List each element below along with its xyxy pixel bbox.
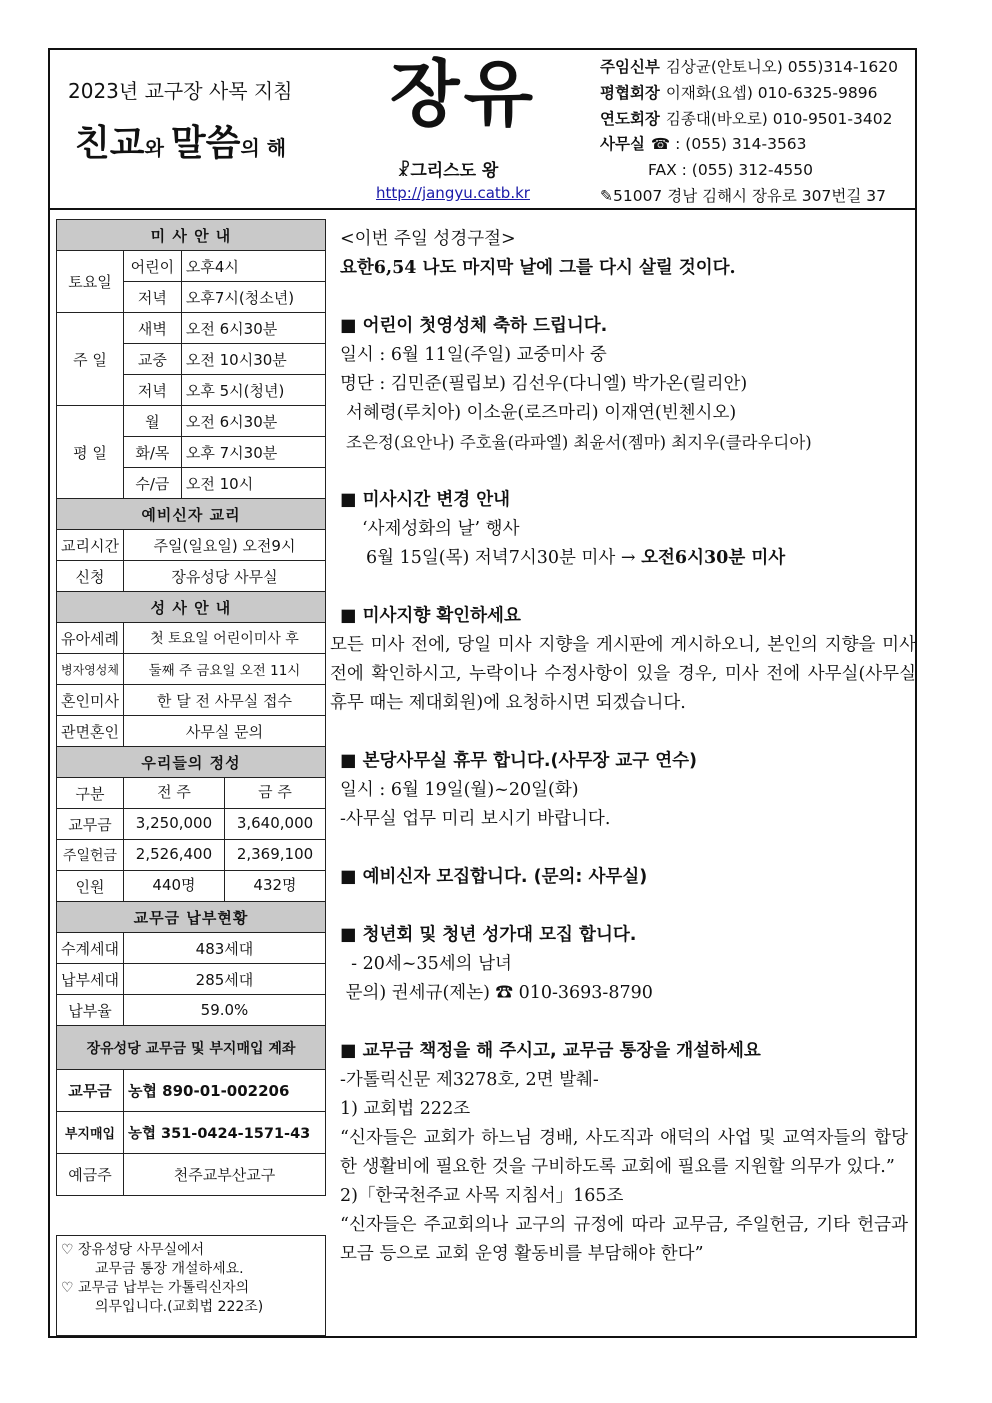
mass-type: 어린이 bbox=[123, 251, 181, 282]
offering-header-pair bbox=[123, 778, 325, 809]
mass-type: 새벽 bbox=[123, 313, 181, 344]
offering-col-header: 전 주 bbox=[124, 778, 225, 808]
offering-values bbox=[123, 871, 325, 902]
info-label: 교무금 bbox=[57, 1070, 124, 1112]
info-value: 장유성당 사무실 bbox=[123, 561, 325, 592]
dues-heading: 교무금 납부현황 bbox=[57, 902, 326, 933]
info-value: 첫 토요일 어린이미사 후 bbox=[123, 623, 325, 654]
mass-type: 저녁 bbox=[123, 375, 181, 406]
offering-row-label: 교무금 bbox=[57, 809, 124, 840]
info-label: 병자영성체 bbox=[57, 654, 124, 685]
offering-curr-value: 3,640,000 bbox=[236, 814, 314, 832]
mass-type: 화/목 bbox=[123, 437, 181, 468]
info-value: 59.0% bbox=[123, 995, 325, 1026]
mass-time: 오전 10시30분 bbox=[181, 344, 325, 375]
mass-time: 오후 5시(청년) bbox=[181, 375, 325, 406]
old-mass-time: 6월 15일(목) 저녁7시30분 미사 → bbox=[366, 548, 642, 568]
offering-row-label: 인원 bbox=[57, 871, 124, 902]
mass-type: 저녁 bbox=[123, 282, 181, 313]
theme-word-1: 친교 bbox=[75, 123, 145, 164]
offering-curr-value: 432명 bbox=[253, 876, 297, 894]
info-label: 관면혼인 bbox=[57, 716, 124, 747]
mass-type: 월 bbox=[123, 406, 181, 437]
info-value: 천주교부산교구 bbox=[123, 1154, 325, 1196]
info-label: 수계세대 bbox=[57, 933, 124, 964]
section-line: - 20세~35세의 남녀 bbox=[340, 954, 512, 974]
info-value: 한 달 전 사무실 접수 bbox=[123, 685, 325, 716]
account-heading: 장유성당 교무금 및 부지매입 계좌 bbox=[57, 1026, 326, 1070]
info-label: 납부율 bbox=[57, 995, 124, 1026]
offering-prev-value: 3,250,000 bbox=[124, 809, 225, 839]
info-label: 예금주 bbox=[57, 1154, 124, 1196]
info-label: 혼인미사 bbox=[57, 685, 124, 716]
info-label: 유아세례 bbox=[57, 623, 124, 654]
sidebar-info-table bbox=[56, 219, 326, 1196]
note-line: 교무금 통장 개설하세요. bbox=[95, 1261, 244, 1277]
info-value: 483세대 bbox=[123, 933, 325, 964]
quote-paragraph: “신자들은 교회가 하느님 경배, 사도직과 애덕의 사업 및 교역자들의 합당한 생활비에 필요한 것을 구비하도록 교회에 필요를 지원할 의무가 있다.” bbox=[340, 1128, 908, 1177]
section-line: 문의) 권세규(제논) ☎ 010-3693-8790 bbox=[340, 983, 653, 1003]
info-label: 교리시간 bbox=[57, 530, 124, 561]
note-line: ♡ 장유성당 사무실에서 bbox=[61, 1242, 205, 1258]
info-value: 285세대 bbox=[123, 964, 325, 995]
section-line: 1) 교회법 222조 bbox=[340, 1099, 471, 1119]
mass-time: 오전 6시30분 bbox=[181, 406, 325, 437]
section-line: 일시 : 6월 19일(월)~20일(화) bbox=[340, 780, 579, 800]
main-content bbox=[330, 225, 916, 1269]
contact-list bbox=[600, 55, 898, 210]
section-line bbox=[340, 544, 916, 573]
catechumen-heading: 예비신자 교리 bbox=[57, 499, 326, 530]
section-line: 명단 : 김민준(필립보) 김선우(다니엘) 박가온(릴리안) bbox=[340, 374, 748, 394]
verse-text: 요한6,54 나도 마지막 날에 그를 다시 살릴 것이다. bbox=[340, 258, 736, 278]
mass-time: 오전 10시 bbox=[181, 468, 325, 499]
theme-word-2: 말씀 bbox=[170, 123, 241, 164]
account-number: 농협 890-01-002206 bbox=[123, 1070, 325, 1112]
offering-col-header: 구분 bbox=[57, 778, 124, 809]
account-number: 농협 351-0424-1571-43 bbox=[123, 1112, 325, 1154]
contact-row: 사무실 ☎ : (055) 314-3563 bbox=[600, 135, 807, 154]
contact-row: 평협회장 이재화(요셉) 010-6325-9896 bbox=[600, 83, 878, 102]
mass-time: 오후7시(청소년) bbox=[181, 282, 325, 313]
theme-particle-2: 의 해 bbox=[240, 136, 287, 160]
section-line: -사무실 업무 미리 보시기 바랍니다. bbox=[340, 809, 611, 829]
sacrament-heading: 성 사 안 내 bbox=[57, 592, 326, 623]
info-value: 주일(일요일) 오전9시 bbox=[123, 530, 325, 561]
parish-title: 장유 bbox=[390, 52, 538, 136]
mass-type: 교중 bbox=[123, 344, 181, 375]
section-line: 일시 : 6월 11일(주일) 교중미사 중 bbox=[340, 345, 607, 365]
mass-time: 오후4시 bbox=[181, 251, 325, 282]
verse-heading: <이번 주일 성경구절> bbox=[340, 229, 516, 249]
note-line: 의무입니다.(교회법 222조) bbox=[95, 1299, 264, 1315]
offering-prev-value: 440명 bbox=[124, 871, 225, 901]
section-title: ■ 청년회 및 청년 성가대 모집 합니다. bbox=[340, 925, 637, 945]
day-label: 평 일 bbox=[57, 406, 124, 499]
offering-col-header: 금 주 bbox=[258, 783, 292, 801]
offering-values bbox=[123, 809, 325, 840]
year-guideline: 2023년 교구장 사목 지침 bbox=[68, 79, 293, 103]
offering-row-label: 주일헌금 bbox=[57, 840, 124, 871]
day-label: 주 일 bbox=[57, 313, 124, 406]
parish-subtitle: ☧그리스도 왕 bbox=[397, 161, 499, 181]
offering-heading: 우리들의 정성 bbox=[57, 747, 326, 778]
theme-particle-1: 와 bbox=[144, 136, 164, 160]
section-title: ■ 본당사무실 휴무 합니다.(사무장 교구 연수) bbox=[340, 751, 698, 771]
contact-row: 연도회장 김종대(바오로) 010-9501-3402 bbox=[600, 109, 893, 128]
offering-curr-value: 2,369,100 bbox=[236, 845, 314, 863]
offering-prev-value: 2,526,400 bbox=[124, 840, 225, 870]
info-value: 사무실 문의 bbox=[123, 716, 325, 747]
section-line: 서혜령(루치아) 이소윤(로즈마리) 이재연(빈첸시오) bbox=[346, 403, 737, 423]
info-label: 신청 bbox=[57, 561, 124, 592]
new-mass-time: 오전6시30분 미사 bbox=[641, 548, 786, 568]
quote-paragraph: “신자들은 주교회의나 교구의 규정에 따라 교무금, 주일헌금, 기타 헌금과 모금 등으로 교회 운영 활동비를 부담해야 한다” bbox=[340, 1215, 908, 1264]
sidebar-notes bbox=[56, 1235, 326, 1336]
mass-type: 수/금 bbox=[123, 468, 181, 499]
section-title: ■ 예비신자 모집합니다. (문의: 사무실) bbox=[340, 867, 648, 887]
note-line: ♡ 교무금 납부는 가톨릭신자의 bbox=[61, 1280, 250, 1296]
info-label: 납부세대 bbox=[57, 964, 124, 995]
section-paragraph: 모든 미사 전에, 당일 미사 지향을 게시판에 게시하오니, 본인의 지향을 미사 전에 확인하시고, 누락이나 수정사항이 있을 경우, 미사 전에 사무실(사무실 휴무 때는 제대회원)에 요청하시면 되겠습니다. bbox=[330, 635, 916, 713]
offering-values bbox=[123, 840, 325, 871]
parish-url-link[interactable]: http://jangyu.catb.kr bbox=[376, 184, 530, 202]
section-title: ■ 어린이 첫영성체 축하 드립니다. bbox=[340, 316, 608, 336]
contact-row: ✎51007 경남 김해시 장유로 307번길 37 bbox=[600, 186, 886, 205]
mass-schedule-heading: 미 사 안 내 bbox=[57, 220, 326, 251]
info-label: 부지매입 bbox=[57, 1112, 124, 1154]
section-line: 조은정(요안나) 주호율(라파엘) 최윤서(젬마) 최지우(클라우디아) bbox=[346, 433, 812, 452]
year-theme bbox=[75, 115, 286, 166]
section-line: 2)「한국천주교 사목 지침서」165조 bbox=[340, 1186, 624, 1206]
section-title: ■ 미사시간 변경 안내 bbox=[340, 490, 511, 510]
mass-time: 오후 7시30분 bbox=[181, 437, 325, 468]
section-line: ‘사제성화의 날’ 행사 bbox=[362, 519, 520, 539]
section-title: ■ 미사지향 확인하세요 bbox=[340, 606, 521, 626]
day-label: 토요일 bbox=[57, 251, 124, 313]
info-value: 둘째 주 금요일 오전 11시 bbox=[123, 654, 325, 685]
contact-row: 주임신부 김상균(안토니오) 055)314-1620 bbox=[600, 58, 898, 76]
section-line: -가톨릭신문 제3278호, 2면 발췌- bbox=[340, 1070, 599, 1090]
mass-time: 오전 6시30분 bbox=[181, 313, 325, 344]
section-title: ■ 교무금 책정을 해 주시고, 교무금 통장을 개설하세요 bbox=[340, 1041, 761, 1061]
contact-row: FAX : (055) 312-4550 bbox=[648, 161, 814, 180]
